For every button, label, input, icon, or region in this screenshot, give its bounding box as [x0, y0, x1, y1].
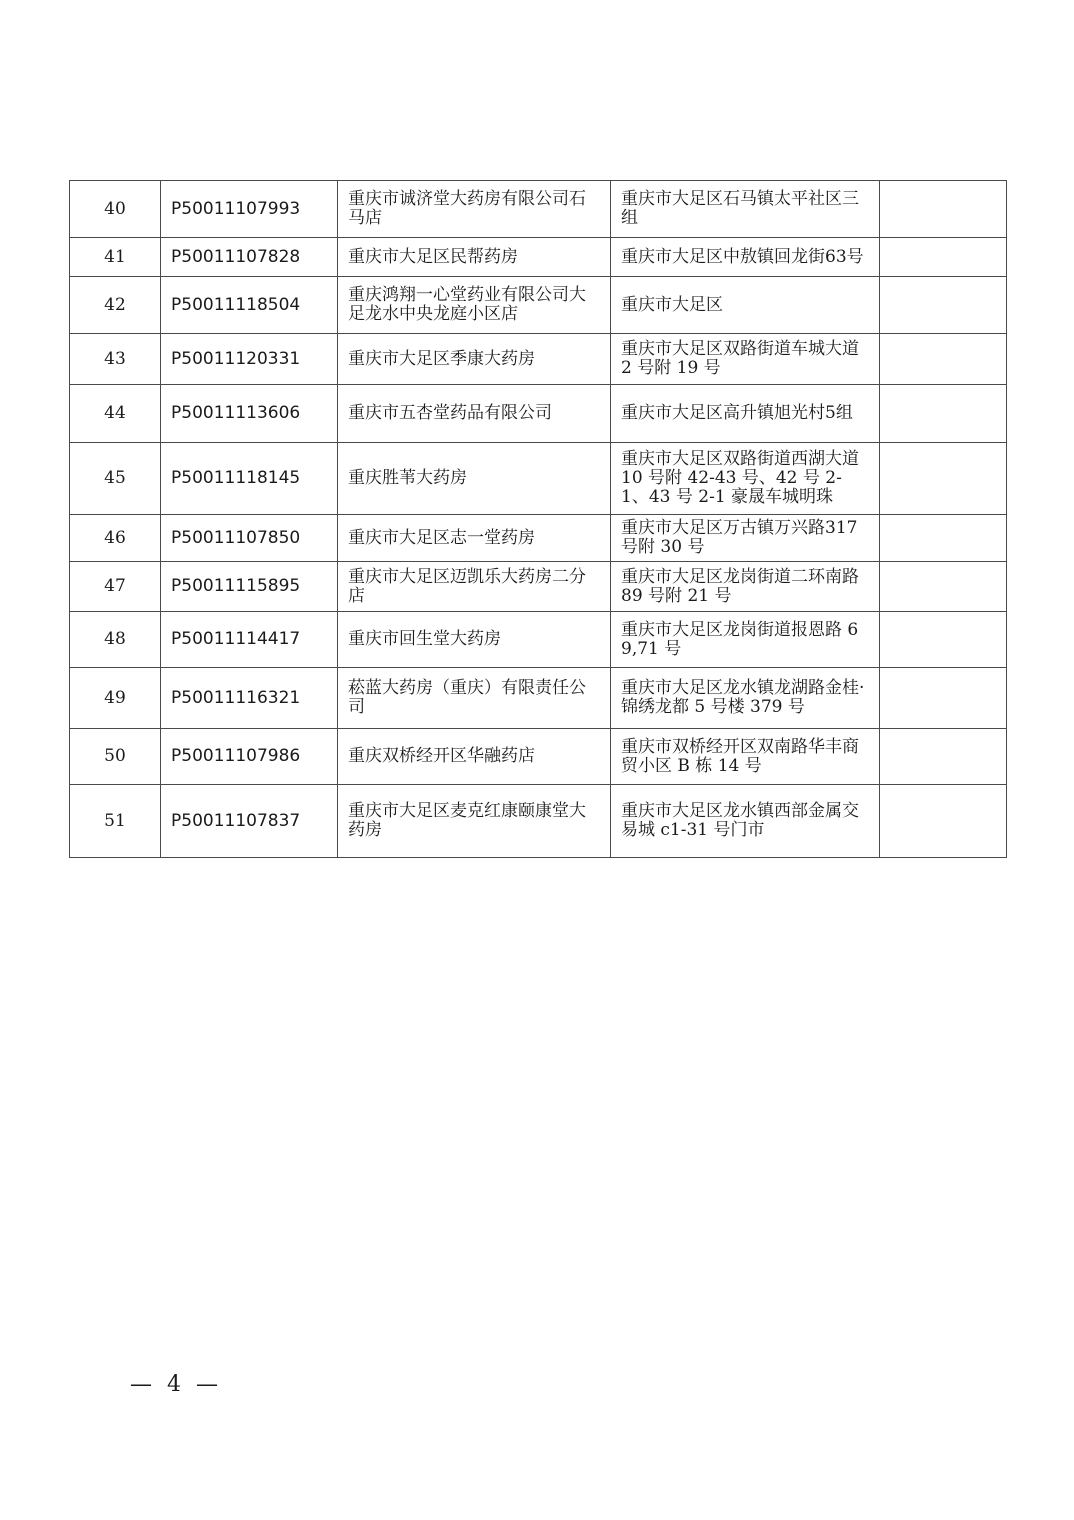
note-cell	[880, 729, 1007, 785]
row-number: 43	[70, 334, 161, 385]
pharmacy-code: P50011107986	[161, 729, 338, 785]
table-row	[70, 515, 1007, 562]
table-row	[70, 334, 1007, 385]
pharmacy-table	[69, 180, 1007, 858]
pharmacy-name: 重庆市诚济堂大药房有限公司石马店	[338, 181, 611, 238]
pharmacy-name: 重庆市五杏堂药品有限公司	[338, 385, 611, 443]
note-cell	[880, 277, 1007, 334]
pharmacy-name: 菘蓝大药房（重庆）有限责任公司	[338, 668, 611, 729]
table-row	[70, 785, 1007, 858]
pharmacy-code: P50011107993	[161, 181, 338, 238]
pharmacy-address: 重庆市大足区双路街道西湖大道 10 号附 42-43 号、42 号 2-1、43 号 2-1 豪晟车城明珠	[611, 443, 880, 515]
pharmacy-name: 重庆市回生堂大药房	[338, 612, 611, 668]
note-cell	[880, 334, 1007, 385]
row-number: 40	[70, 181, 161, 238]
page-number: — 4 —	[130, 1372, 222, 1397]
row-number: 44	[70, 385, 161, 443]
pharmacy-address: 重庆市大足区龙岗街道二环南路 89 号附 21 号	[611, 562, 880, 612]
pharmacy-code: P50011115895	[161, 562, 338, 612]
pharmacy-address: 重庆市大足区石马镇太平社区三组	[611, 181, 880, 238]
table-row	[70, 668, 1007, 729]
row-number: 48	[70, 612, 161, 668]
row-number: 50	[70, 729, 161, 785]
pharmacy-code: P50011116321	[161, 668, 338, 729]
row-number: 41	[70, 238, 161, 277]
row-number: 51	[70, 785, 161, 858]
note-cell	[880, 562, 1007, 612]
table-row	[70, 277, 1007, 334]
pharmacy-name: 重庆市大足区迈凯乐大药房二分店	[338, 562, 611, 612]
pharmacy-code: P50011118504	[161, 277, 338, 334]
table-row	[70, 612, 1007, 668]
table-row	[70, 385, 1007, 443]
table-row	[70, 443, 1007, 515]
row-number: 49	[70, 668, 161, 729]
pharmacy-name: 重庆鸿翔一心堂药业有限公司大足龙水中央龙庭小区店	[338, 277, 611, 334]
pharmacy-name: 重庆市大足区民帮药房	[338, 238, 611, 277]
table-row	[70, 729, 1007, 785]
pharmacy-address: 重庆市大足区双路街道车城大道 2 号附 19 号	[611, 334, 880, 385]
note-cell	[880, 238, 1007, 277]
pharmacy-address: 重庆市大足区高升镇旭光村5组	[611, 385, 880, 443]
note-cell	[880, 612, 1007, 668]
pharmacy-address: 重庆市大足区中敖镇回龙街63号	[611, 238, 880, 277]
note-cell	[880, 385, 1007, 443]
note-cell	[880, 443, 1007, 515]
pharmacy-address: 重庆市大足区龙水镇龙湖路金桂·锦绣龙都 5 号楼 379 号	[611, 668, 880, 729]
pharmacy-address: 重庆市大足区	[611, 277, 880, 334]
row-number: 42	[70, 277, 161, 334]
pharmacy-code: P50011107850	[161, 515, 338, 562]
pharmacy-address: 重庆市大足区万古镇万兴路317 号附 30 号	[611, 515, 880, 562]
pharmacy-name: 重庆市大足区志一堂药房	[338, 515, 611, 562]
note-cell	[880, 515, 1007, 562]
pharmacy-code: P50011114417	[161, 612, 338, 668]
note-cell	[880, 181, 1007, 238]
row-number: 47	[70, 562, 161, 612]
note-cell	[880, 785, 1007, 858]
table-row	[70, 562, 1007, 612]
pharmacy-code: P50011120331	[161, 334, 338, 385]
pharmacy-code: P50011118145	[161, 443, 338, 515]
row-number: 46	[70, 515, 161, 562]
pharmacy-name: 重庆市大足区季康大药房	[338, 334, 611, 385]
table-row	[70, 238, 1007, 277]
pharmacy-name: 重庆市大足区麦克红康颐康堂大药房	[338, 785, 611, 858]
pharmacy-name: 重庆胜苇大药房	[338, 443, 611, 515]
pharmacy-code: P50011107837	[161, 785, 338, 858]
pharmacy-address: 重庆市双桥经开区双南路华丰商贸小区 B 栋 14 号	[611, 729, 880, 785]
pharmacy-name: 重庆双桥经开区华融药店	[338, 729, 611, 785]
note-cell	[880, 668, 1007, 729]
row-number: 45	[70, 443, 161, 515]
pharmacy-address: 重庆市大足区龙岗街道报恩路 69,71 号	[611, 612, 880, 668]
pharmacy-code: P50011113606	[161, 385, 338, 443]
pharmacy-code: P50011107828	[161, 238, 338, 277]
table-row	[70, 181, 1007, 238]
pharmacy-address: 重庆市大足区龙水镇西部金属交易城 c1-31 号门市	[611, 785, 880, 858]
